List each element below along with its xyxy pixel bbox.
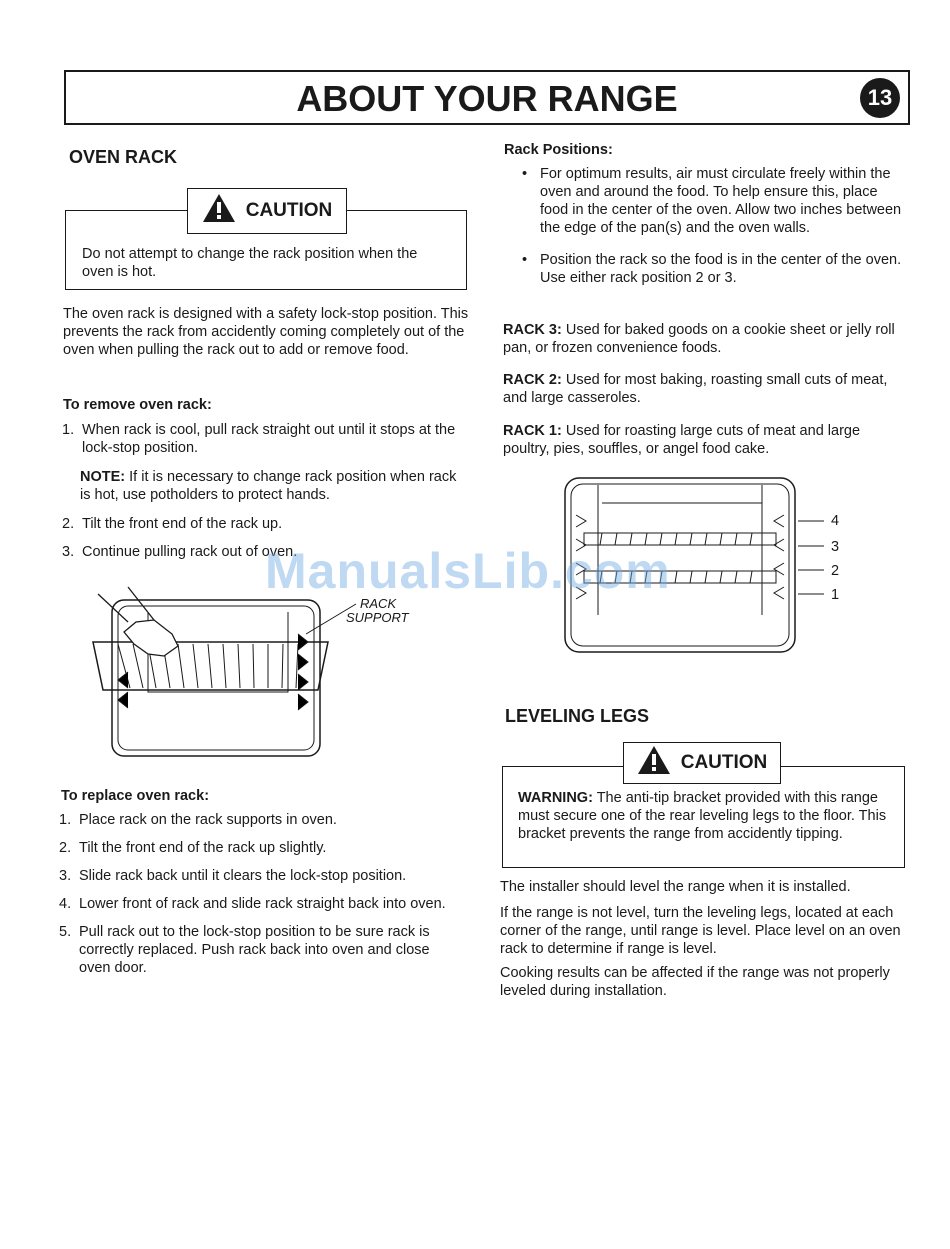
leveling-warning [518,789,896,843]
list-item: 3. Continue pulling rack out of oven. [62,544,298,560]
oven-rack-drawing [88,582,428,762]
position-number-1: 1 [831,587,840,603]
rack-positions-bullets [504,165,904,287]
note-text: If it is necessary to change rack position when rack is hot, use potholders to protect hands. [80,469,457,503]
list-item: 4. Lower front of rack and slide rack straight back into oven. [59,896,446,912]
remove-steps-2 [62,515,467,533]
list-item: 1. Place rack on the rack supports in oven. [59,812,337,828]
rack-2-desc: RACK 2: Used for most baking, roasting small cuts of meat, and large casseroles. [503,372,888,406]
list-item: 2. Tilt the front end of the rack up slightly. [59,840,327,856]
list-item: 3. Slide rack back until it clears the lock-stop position. [59,868,407,884]
rack-support-label-2: SUPPORT [346,610,409,625]
caution-label: CAUTION [245,200,333,221]
position-number-3: 3 [831,539,840,555]
rack-support-label: RACK [360,596,397,611]
leveling-caution-tab [623,742,781,784]
page-number-badge: 13 [860,78,900,118]
list-item: 2. Tilt the front end of the rack up. [62,516,283,532]
warning-triangle-icon [637,745,671,781]
rack-3-desc: RACK 3: Used for baked goods on a cookie sheet or jelly roll pan, or frozen convenience foods. [503,322,895,356]
leveling-paragraph-2: If the range is not level, turn the leveling legs, located at each corner of the range, until range is level. Place level on an oven rack to determine if range is level. [500,905,901,957]
position-number-2: 2 [831,563,840,579]
leveling-paragraph-1: The installer should level the range when it is installed. [500,879,851,895]
rack-1-desc: RACK 1: Used for roasting large cuts of meat and large poultry, pies, souffles, or angel food cake. [503,423,861,457]
replace-rack-heading: To replace oven rack: [61,788,210,804]
remove-steps-1 [62,421,467,457]
warning-text: The anti-tip bracket provided with this range must secure one of the rear leveling legs to the floor. This bracket prevents the range from accidently tipping. [518,790,887,842]
oven-rack-intro: The oven rack is designed with a safety lock-stop position. This prevents the rack from accidently coming completely out of the oven when pulling the rack out to add or remove food. [63,306,469,358]
position-number-4: 4 [831,513,840,529]
note-label: NOTE: [80,469,126,485]
list-item: • Position the rack so the food is in the center of the oven. Use either rack position 2 or 3. [504,251,904,287]
replace-steps [59,811,464,977]
warning-triangle-icon [202,193,236,229]
note [80,468,470,504]
leveling-paragraph-3: Cooking results can be affected if the range was not properly leveled during installation. [500,965,890,999]
oven-rack-caution-text: Do not attempt to change the rack position when the oven is hot. [82,246,418,280]
caution-label: CAUTION [680,752,768,773]
page-header [64,70,910,125]
page-title: ABOUT YOUR RANGE [296,78,678,119]
list-item: 5. Pull rack out to the lock-stop position to be sure rack is correctly replaced. Push rack back into oven and close oven door. [59,924,430,976]
oven-rack-heading: OVEN RACK [69,147,178,167]
leveling-legs-heading: LEVELING LEGS [505,706,650,726]
list-item: • For optimum results, air must circulate freely within the oven and around the food. To help ensure this, place food in the center of the oven. Allow two inches between the edge of the pan(s) and the oven walls. [504,165,904,237]
rack-removal-illustration [88,582,428,762]
warning-label: WARNING: [518,790,593,806]
remove-rack-heading: To remove oven rack: [63,397,212,413]
oven-rack-caution-tab [187,188,347,234]
list-item: 1. When rack is cool, pull rack straight out until it stops at the lock-stop position. [62,422,456,456]
rack-positions-heading: Rack Positions: [504,142,613,158]
watermark: ManualsLib.com [265,543,671,599]
